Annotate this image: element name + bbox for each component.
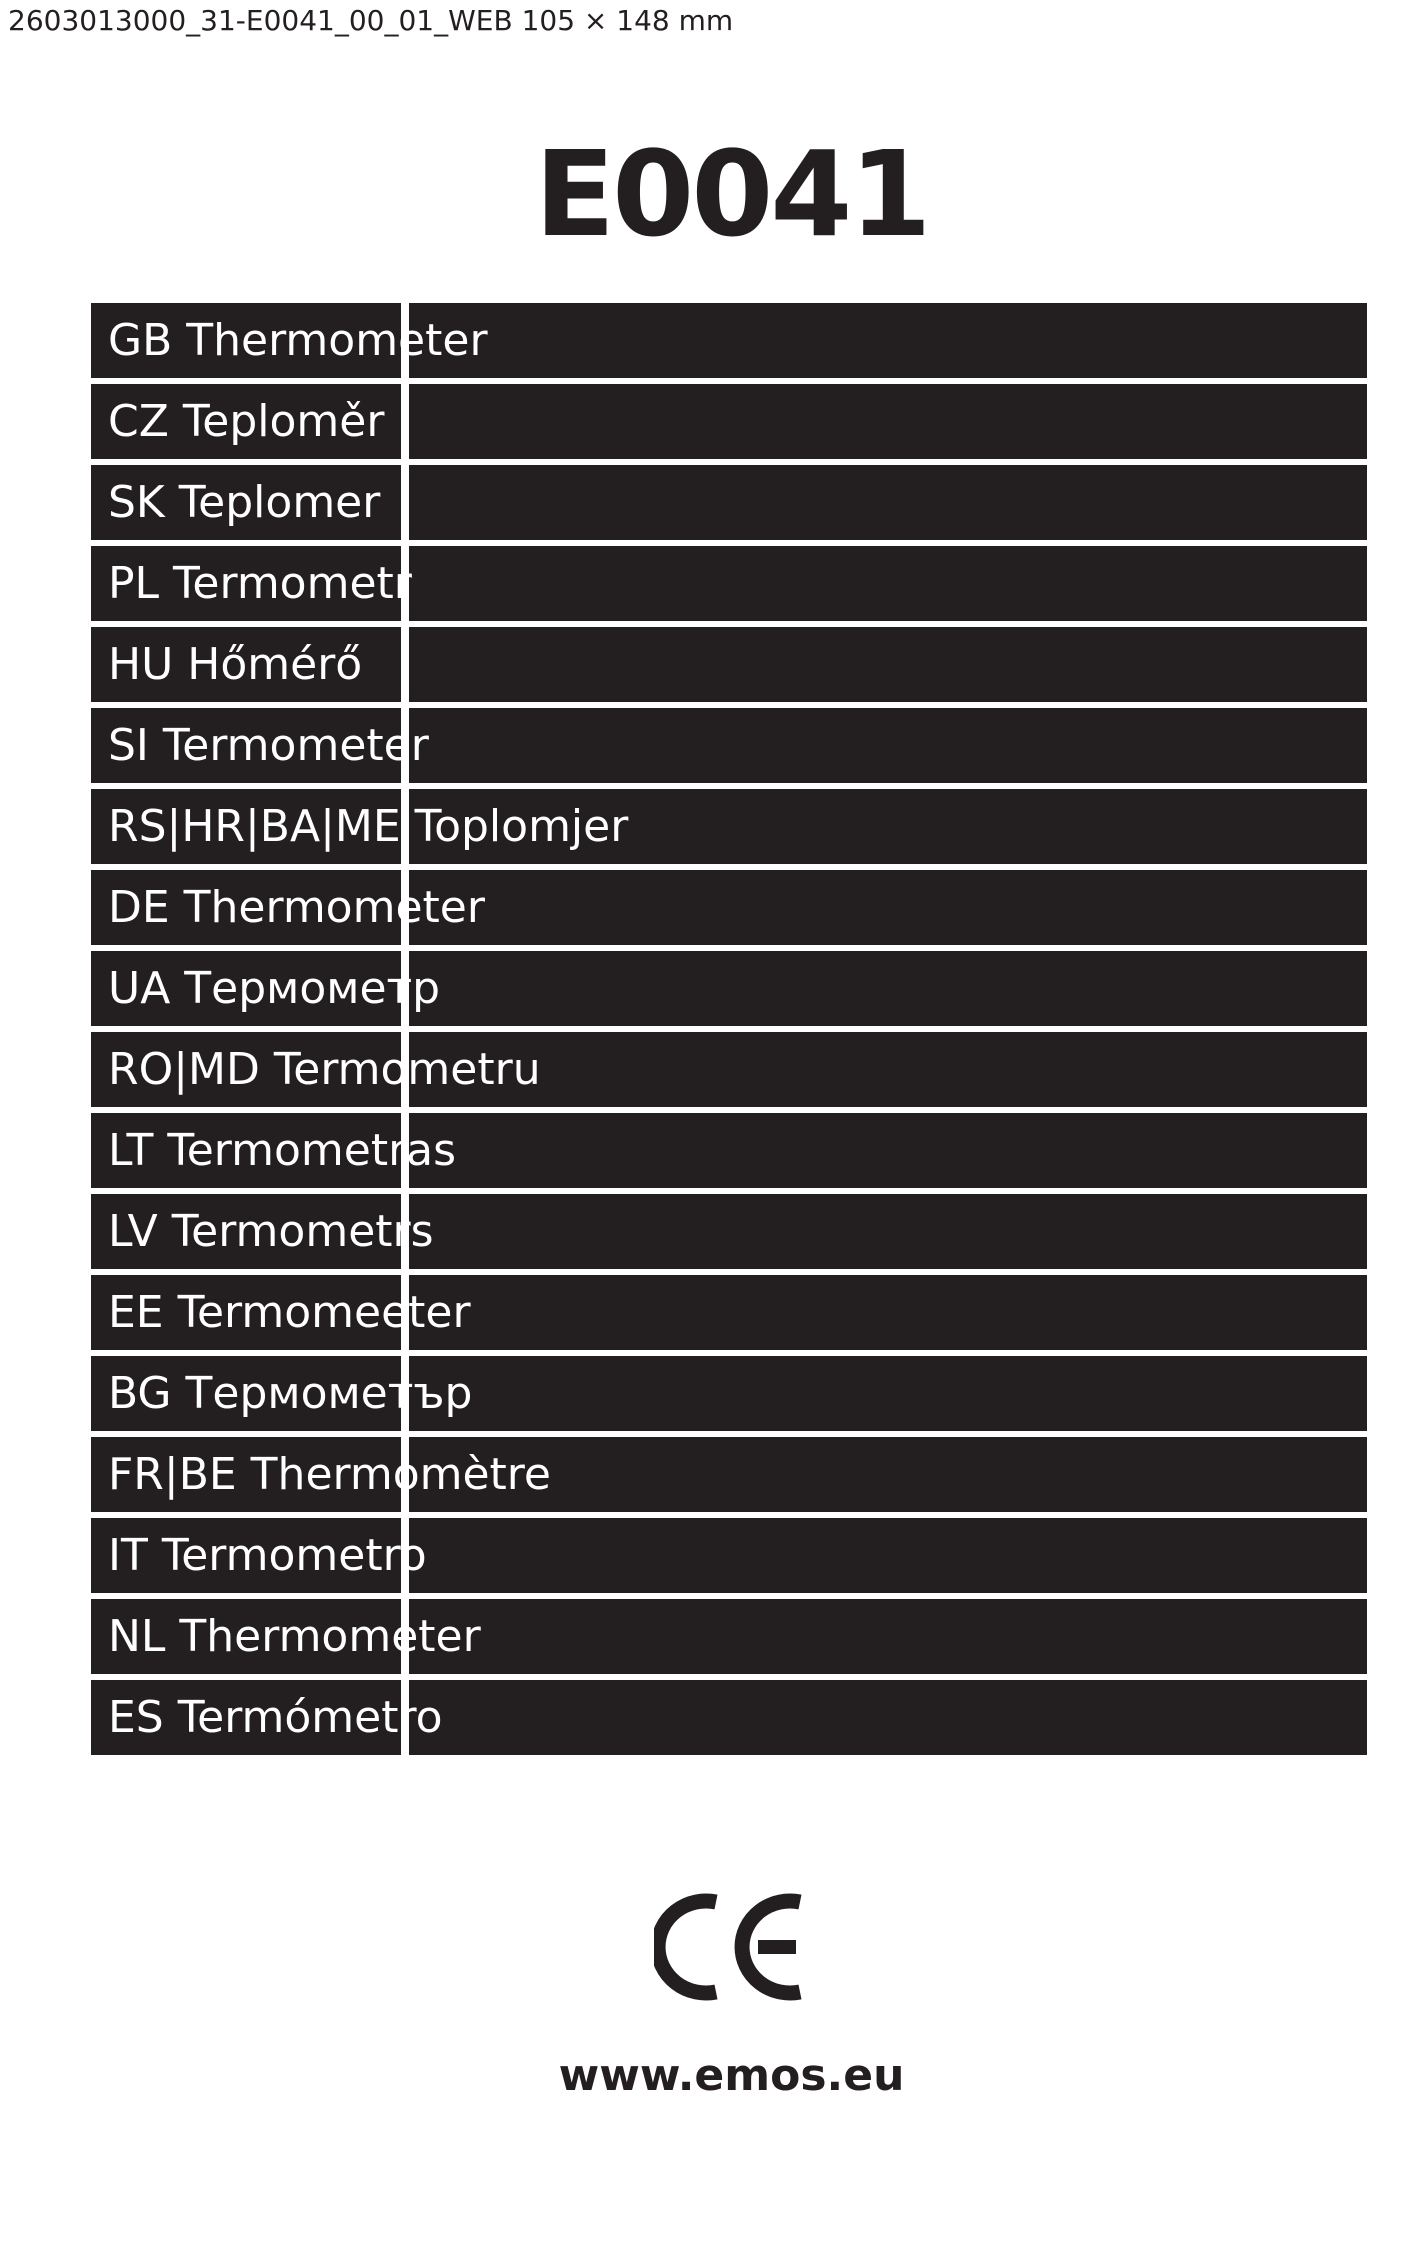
- language-label: SI Termometer: [108, 719, 429, 771]
- language-list: [91, 303, 1367, 1761]
- language-row: [91, 951, 1367, 1026]
- language-row: [91, 1113, 1367, 1188]
- model-title: E0041: [534, 125, 929, 263]
- language-row: [91, 384, 1367, 459]
- language-label: PL Termometr: [108, 557, 412, 609]
- language-row: [91, 1356, 1367, 1431]
- language-label: RS|HR|BA|ME Toplomjer: [108, 800, 629, 852]
- row-divider: [401, 465, 409, 540]
- language-label: LV Termometrs: [108, 1205, 434, 1257]
- language-label: RO|MD Termometru: [108, 1043, 541, 1095]
- row-divider: [401, 384, 409, 459]
- language-row: [91, 1680, 1367, 1755]
- language-label: DE Thermometer: [108, 881, 485, 933]
- language-label: SK Teplomer: [108, 476, 381, 528]
- language-label: FR|BE Thermomètre: [108, 1448, 551, 1500]
- language-label: GB Thermometer: [108, 314, 488, 366]
- language-row: [91, 789, 1367, 864]
- language-label: BG Термометър: [108, 1367, 473, 1419]
- language-row: [91, 627, 1367, 702]
- language-row: [91, 870, 1367, 945]
- language-label: EE Termomeeter: [108, 1286, 471, 1338]
- language-row: [91, 303, 1367, 378]
- language-label: UA Термометр: [108, 962, 441, 1014]
- language-label: ES Termómetro: [108, 1691, 443, 1743]
- language-label: CZ Teploměr: [108, 395, 385, 447]
- row-divider: [401, 627, 409, 702]
- language-row: [91, 465, 1367, 540]
- language-label: LT Termometras: [108, 1124, 457, 1176]
- language-row: [91, 1437, 1367, 1512]
- file-info-header: 2603013000_31-E0041_00_01_WEB 105 × 148 mm: [8, 4, 734, 37]
- language-label: HU Hőmérő: [108, 638, 363, 690]
- language-row: [91, 546, 1367, 621]
- language-label: IT Termometro: [108, 1529, 427, 1581]
- language-row: [91, 1275, 1367, 1350]
- language-row: [91, 1518, 1367, 1593]
- language-label: NL Thermometer: [108, 1610, 481, 1662]
- language-row: [91, 1599, 1367, 1674]
- website-url: www.emos.eu: [558, 2050, 905, 2101]
- language-row: [91, 1032, 1367, 1107]
- ce-mark-icon: [654, 1888, 810, 2006]
- language-row: [91, 1194, 1367, 1269]
- language-row: [91, 708, 1367, 783]
